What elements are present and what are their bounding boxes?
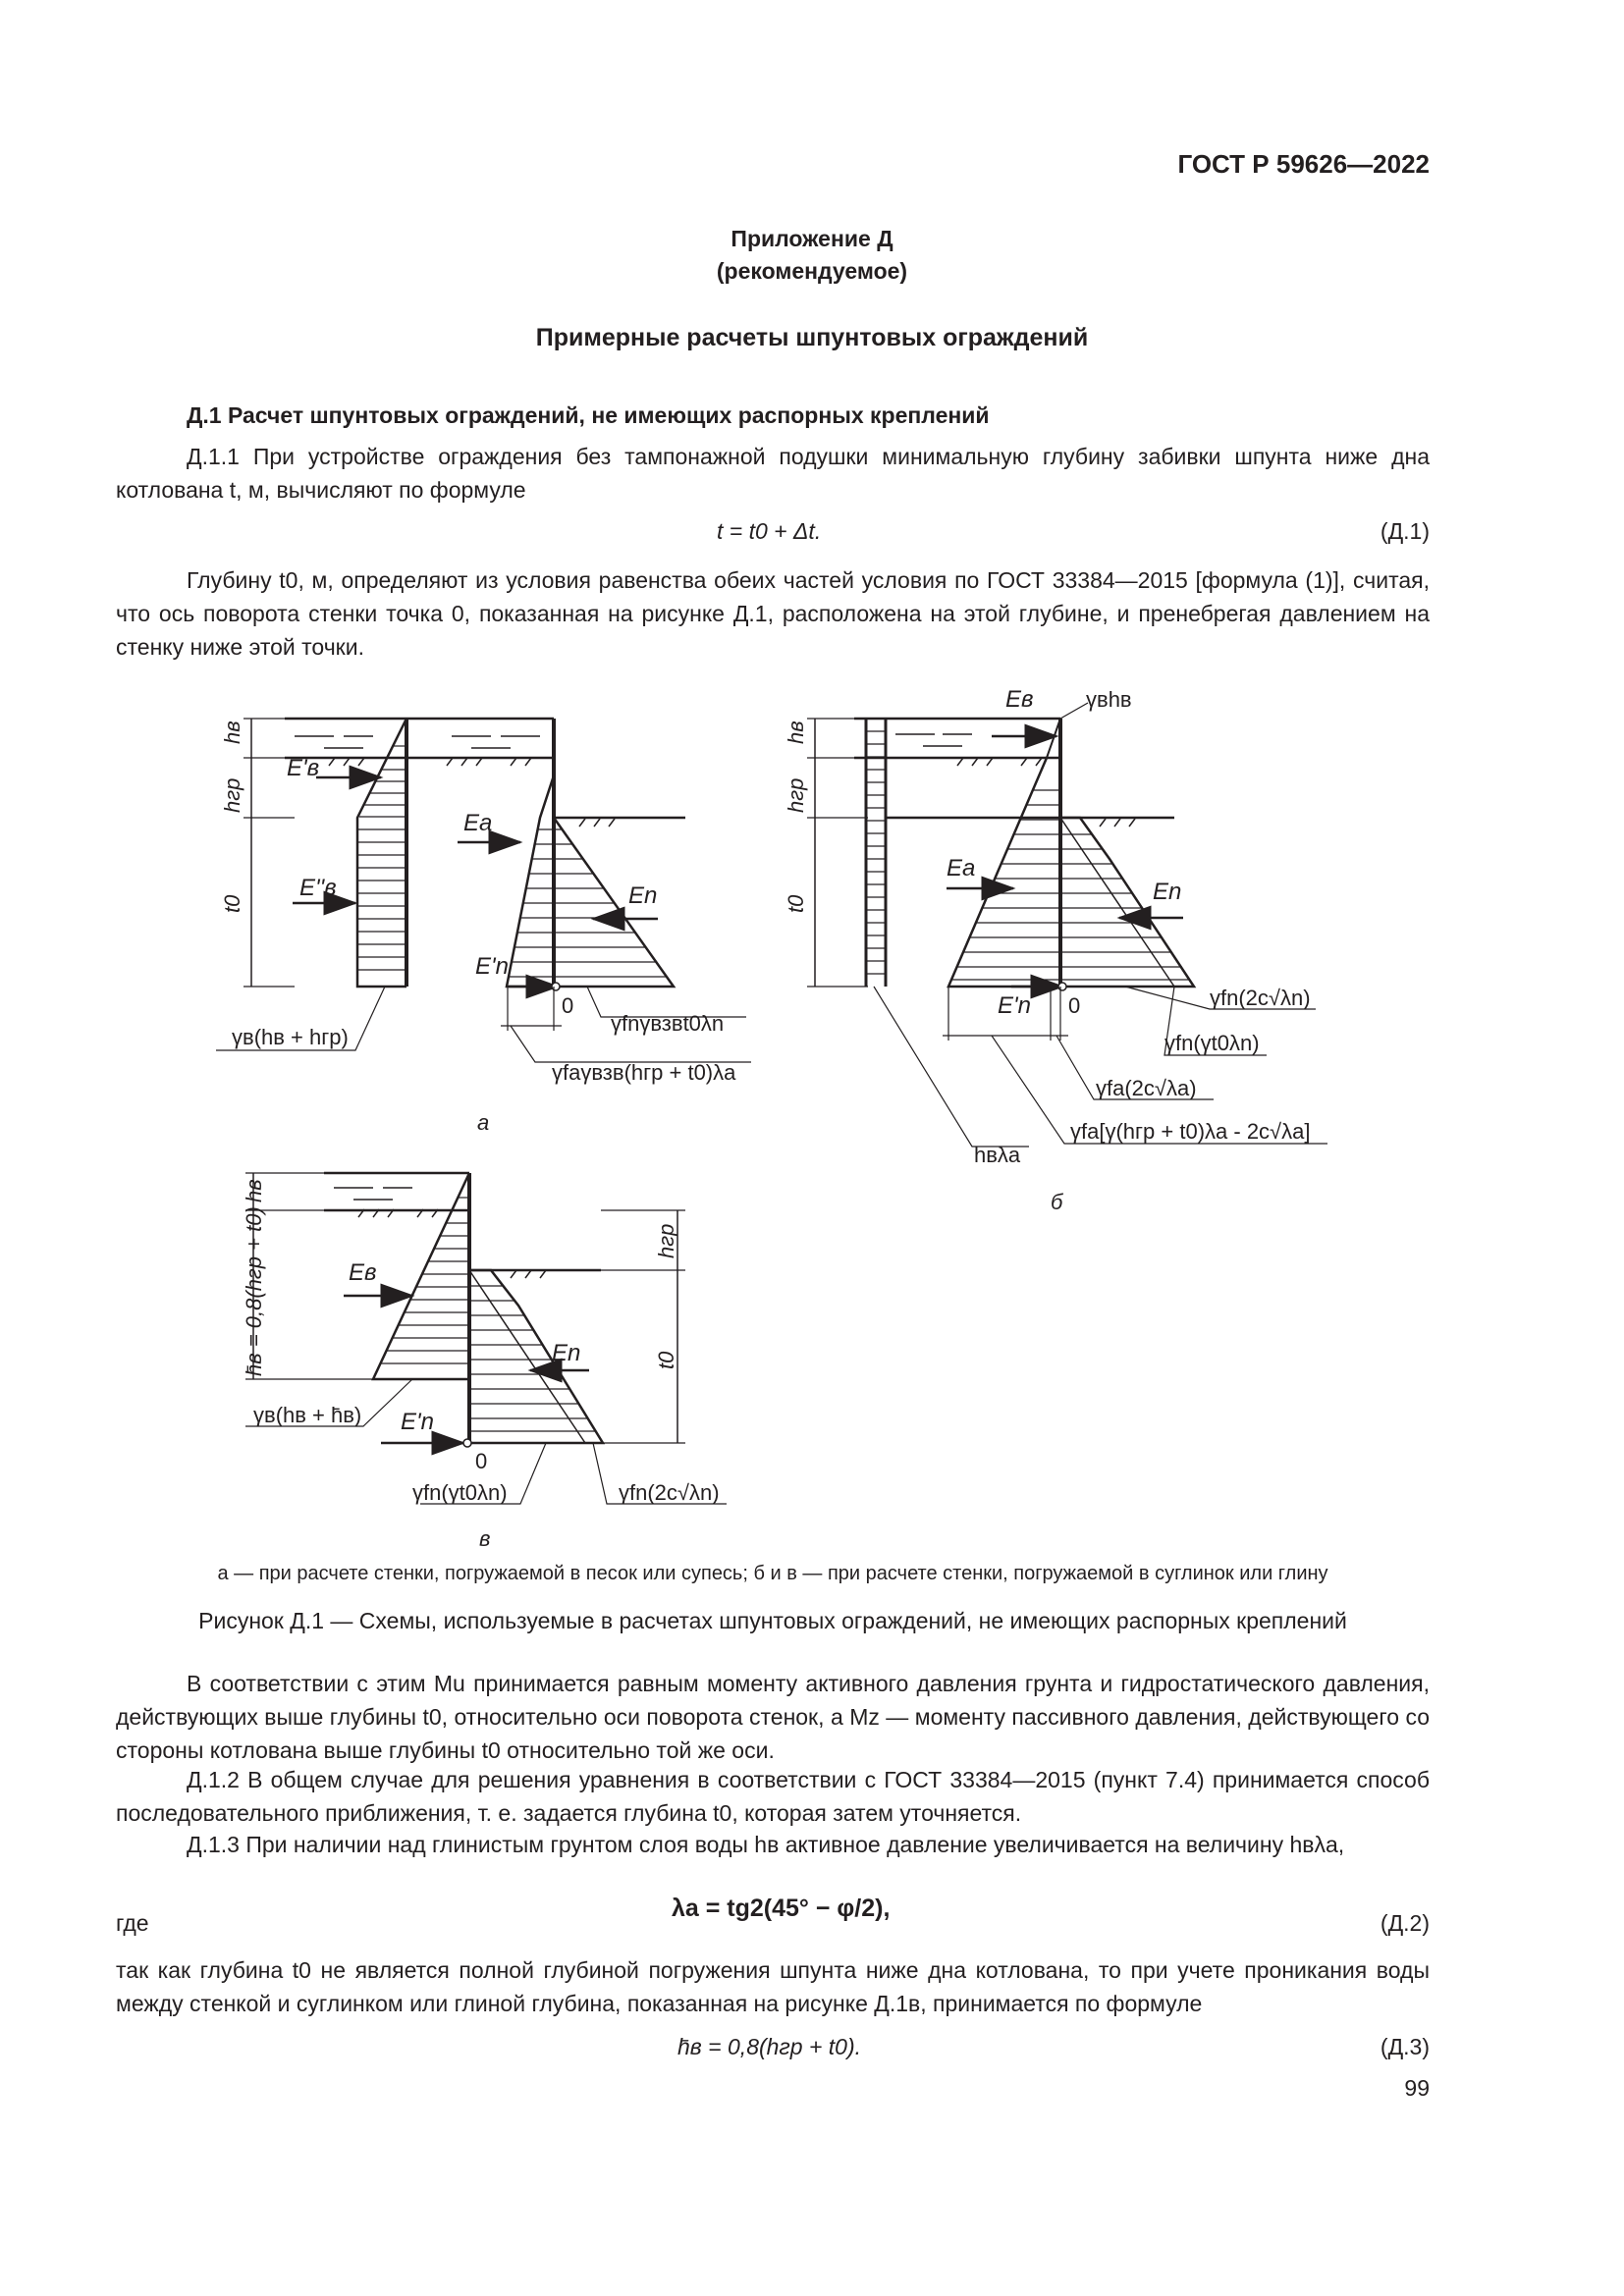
figure-title: Рисунок Д.1 — Схемы, используемые в расчетах шпунтовых ограждений, не имеющих распорных креплений	[198, 1608, 1347, 1633]
paragraph-d113: Д.1.3 При наличии над глинистым грунтом слоя воды hв активное давление увеличивается на величину hвλa,	[187, 1832, 1345, 1857]
equation-1-number: (Д.1)	[1380, 518, 1430, 544]
a-caption: а	[477, 1110, 490, 1135]
c-label-t0: t0	[654, 1351, 678, 1369]
b-label-t0: t0	[784, 894, 808, 913]
a-label-zero: 0	[562, 993, 574, 1018]
c-label-ev: Eв	[349, 1259, 377, 1286]
section-heading: Д.1 Расчет шпунтовых ограждений, не имеющих распорных креплений	[187, 402, 990, 428]
b-label-zero: 0	[1068, 993, 1081, 1018]
diagram-b	[807, 703, 1327, 1147]
diagram-a-labels	[220, 721, 736, 1135]
a-label-en1: E'n	[475, 953, 509, 980]
a-formula-left: γв(hв + hгр)	[232, 1025, 349, 1049]
b-formula-2: γfn(γt0λn)	[1164, 1031, 1260, 1055]
paragraph-after: так как глубина t0 не является полной глубиной погружения шпунта ниже дна котлована, то при учете проникания воды между стенкой и суглинком или глиной глубина, показанная на рисунке Д.1в, принимается по формуле	[116, 1957, 1430, 2016]
c-label-hgr: hгр	[654, 1223, 678, 1258]
diagram-b-labels	[784, 686, 1311, 1214]
equation-1: t = t0 + Δt.	[717, 518, 822, 544]
a-label-ev2: E''в	[299, 875, 337, 901]
b-formula-4: γfa[γ(hгр + t0)λa - 2c√λa]	[1070, 1119, 1311, 1144]
b-formula-5: hвλa	[974, 1143, 1021, 1167]
c-label-en1: E'n	[401, 1409, 434, 1435]
a-formula-right1: γfnγвзвt0λn	[611, 1011, 725, 1036]
a-label-en: En	[628, 882, 658, 909]
a-formula-right2: γfaγвзв(hгр + t0)λa	[552, 1060, 736, 1085]
c-label-zero: 0	[475, 1449, 488, 1473]
paragraph-d111: Д.1.1 При устройстве ограждения без тампонажной подушки минимальную глубину забивки шпунта ниже дна котлована t, м, вычисляют по формуле	[116, 444, 1430, 503]
figure-d1	[0, 667, 1624, 1580]
a-label-hgr: hгр	[220, 777, 244, 813]
figure-legend: а — при расчете стенки, погружаемой в песок или супесь; б и в — при расчете стенки, погружаемой в суглинок или глину	[217, 1563, 1328, 1584]
main-title: Примерные расчеты шпунтовых ограждений	[535, 324, 1089, 351]
c-label-hv: hв	[242, 1179, 266, 1202]
b-label-gvhv: γвhв	[1086, 687, 1132, 712]
c-formula-1: γfn(γt0λn)	[412, 1480, 508, 1505]
c-formula-2: γfn(2c√λn)	[619, 1480, 720, 1505]
b-label-ea: Ea	[947, 855, 976, 881]
paragraph-d112: Д.1.2 В общем случае для решения уравнения в соответствии с ГОСТ 33384—2015 (пункт 7.4) принимается способ последовательного приближения, т. е. задается глубина t0, которая затем уточняется.	[116, 1767, 1430, 1826]
equation-3-number: (Д.3)	[1380, 2034, 1430, 2059]
a-label-ev1: E'в	[287, 755, 320, 781]
page-number: 99	[1404, 2075, 1430, 2101]
c-caption: в	[479, 1526, 491, 1551]
b-label-en: En	[1153, 879, 1182, 905]
equation-3: h̄в = 0,8(hгр + t0).	[677, 2034, 862, 2059]
diagram-c-labels	[242, 1179, 720, 1551]
equation-2-number: (Д.2)	[1380, 1910, 1430, 1936]
appendix-status: (рекомендуемое)	[716, 258, 908, 284]
b-formula-3: γfa(2c√λa)	[1096, 1076, 1197, 1100]
b-label-ev: Eв	[1005, 686, 1034, 713]
b-formula-1: γfn(2c√λn)	[1210, 986, 1311, 1010]
b-label-hv: hв	[784, 721, 808, 744]
c-formula-left: γв(hв + h̄в)	[253, 1403, 362, 1427]
a-label-ea: Ea	[463, 810, 493, 836]
a-label-t0: t0	[220, 894, 244, 913]
b-caption: б	[1051, 1190, 1063, 1214]
appendix-title: Приложение Д	[731, 226, 893, 251]
c-label-hbar: h̄в = 0,8(hгр + t0)	[242, 1206, 266, 1376]
standard-number: ГОСТ Р 59626—2022	[1177, 149, 1430, 179]
equation-2: λa = tg2(45° − φ/2),	[672, 1895, 891, 1922]
paragraph-mu: В соответствии с этим Mu принимается равным моменту активного давления грунта и гидростатического давления, действующих выше глубины t0, относительно оси поворота стенок, а Mz — моменту пассивного давления, действующего со стороны котлована выше глубины t0 относительно той же оси.	[116, 1671, 1430, 1763]
b-label-hgr: hгр	[784, 777, 808, 813]
a-label-hv: hв	[220, 721, 244, 744]
paragraph-t0: Глубину t0, м, определяют из условия равенства обеих частей условия по ГОСТ 33384—2015 [формула (1)], считая, что ось поворота стенки точка 0, показанная на рисунке Д.1, расположена на этой глубине, и пренебрегая давлением на стенку ниже этой точки.	[116, 567, 1430, 660]
c-label-en: En	[552, 1340, 581, 1366]
where-label: где	[116, 1910, 149, 1936]
b-label-en1: E'n	[998, 992, 1031, 1019]
